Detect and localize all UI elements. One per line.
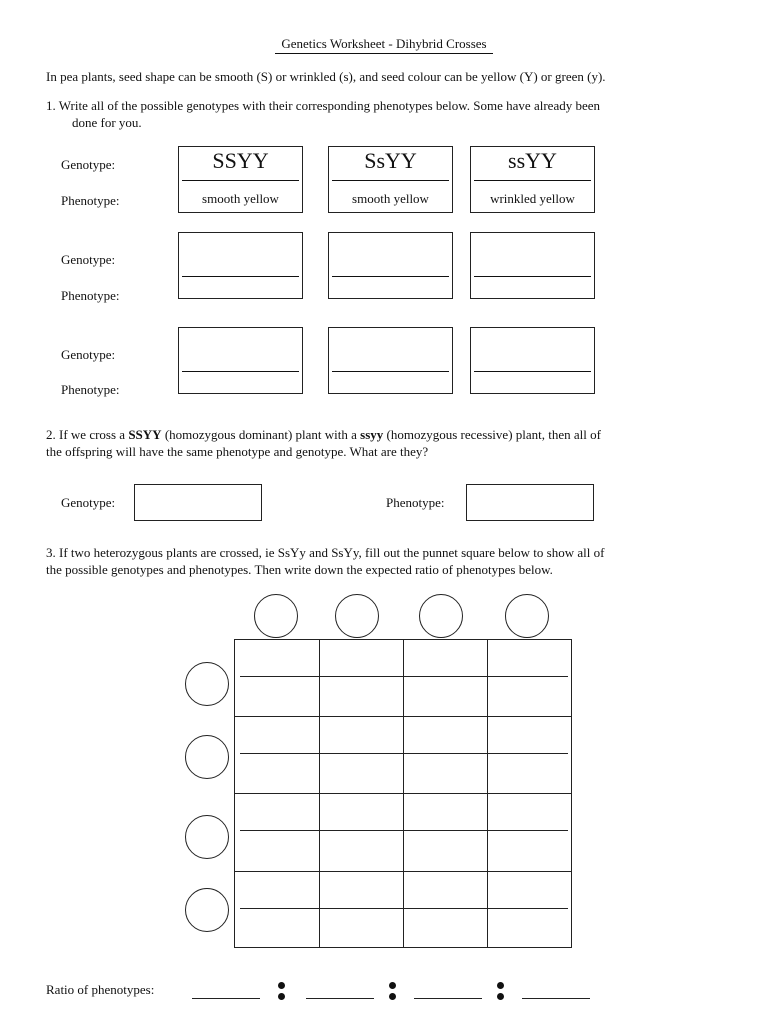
genotype-answer-box[interactable] <box>178 232 303 299</box>
intro-text: In pea plants, seed shape can be smooth (S) or wrinkled (s), and seed colour can be yellow (Y) or green (y). <box>46 69 606 84</box>
gamete-circle-top[interactable] <box>505 594 549 638</box>
cell-answer-line <box>240 676 568 677</box>
genotype-box-example-1 <box>178 146 303 213</box>
cell-answer-line <box>240 830 568 831</box>
cell-answer-line <box>240 908 568 909</box>
genotype-label-row1: Genotype: <box>61 157 116 172</box>
answer-line <box>474 371 591 372</box>
grid-line <box>235 716 571 717</box>
question-2-text: 2. If we cross a <box>46 427 129 442</box>
answer-line <box>332 371 449 372</box>
genotype-answer-box[interactable] <box>178 327 303 394</box>
cell-answer-line <box>240 753 568 754</box>
question-2 <box>46 426 736 460</box>
gamete-circle-left[interactable] <box>185 662 229 706</box>
gamete-circle-left[interactable] <box>185 888 229 932</box>
answer-line <box>474 276 591 277</box>
genotype-answer-box[interactable] <box>328 327 453 394</box>
ratio-blank[interactable] <box>192 998 260 999</box>
grid-line <box>235 871 571 872</box>
question-3-line1: 3. If two heterozygous plants are crossed, ie SsYy and SsYy, fill out the punnet square below to show all of <box>46 545 605 560</box>
q2-phenotype-answer-box[interactable] <box>466 484 594 521</box>
genotype-value: SSYY <box>212 148 269 173</box>
ratio-blank[interactable] <box>522 998 590 999</box>
phenotype-label-row2: Phenotype: <box>61 288 120 303</box>
grid-line <box>235 793 571 794</box>
genotype-box-example-3 <box>470 146 595 213</box>
answer-line <box>182 371 299 372</box>
phenotype-label-row3: Phenotype: <box>61 382 120 397</box>
genotype-label-row2: Genotype: <box>61 252 116 267</box>
answer-line <box>182 276 299 277</box>
ratio-label: Ratio of phenotypes: <box>46 982 155 997</box>
phenotype-value: smooth yellow <box>202 191 279 206</box>
answer-line <box>332 276 449 277</box>
q2-genotype-label: Genotype: <box>61 495 116 510</box>
genotype-value: ssYY <box>508 148 557 173</box>
gamete-circle-top[interactable] <box>254 594 298 638</box>
phenotype-value: smooth yellow <box>352 191 429 206</box>
phenotype-label-row1: Phenotype: <box>61 193 120 208</box>
genotype-label-row3: Genotype: <box>61 347 116 362</box>
question-2-bold-genotype-1: SSYY <box>128 427 162 442</box>
answer-line <box>474 180 591 181</box>
question-2-line2: the offspring will have the same phenotype and genotype. What are they? <box>46 444 429 459</box>
question-1-line2: done for you. <box>72 115 142 130</box>
question-3 <box>46 544 736 578</box>
question-2-text: (homozygous recessive) plant, then all of <box>383 427 601 442</box>
q2-phenotype-label: Phenotype: <box>386 495 445 510</box>
worksheet-title: Genetics Worksheet - Dihybrid Crosses <box>0 35 768 54</box>
q2-genotype-answer-box[interactable] <box>134 484 262 521</box>
question-1-line1: 1. Write all of the possible genotypes with their corresponding phenotypes below. Some have already been <box>46 98 600 113</box>
answer-line <box>182 180 299 181</box>
gamete-circle-left[interactable] <box>185 815 229 859</box>
genotype-box-example-2 <box>328 146 453 213</box>
question-2-text: (homozygous dominant) plant with a <box>161 427 361 442</box>
question-3-line2: the possible genotypes and phenotypes. Then write down the expected ratio of phenotypes below. <box>46 562 553 577</box>
gamete-circle-top[interactable] <box>335 594 379 638</box>
genotype-value: SsYY <box>364 148 417 173</box>
genotype-answer-box[interactable] <box>470 232 595 299</box>
question-1 <box>46 97 726 131</box>
punnett-square[interactable] <box>234 639 572 948</box>
genotype-answer-box[interactable] <box>470 327 595 394</box>
gamete-circle-left[interactable] <box>185 735 229 779</box>
genotype-answer-box[interactable] <box>328 232 453 299</box>
question-2-bold-genotype-2: ssyy <box>360 427 384 442</box>
answer-line <box>332 180 449 181</box>
gamete-circle-top[interactable] <box>419 594 463 638</box>
ratio-blank[interactable] <box>414 998 482 999</box>
phenotype-value: wrinkled yellow <box>490 191 575 206</box>
ratio-blank[interactable] <box>306 998 374 999</box>
